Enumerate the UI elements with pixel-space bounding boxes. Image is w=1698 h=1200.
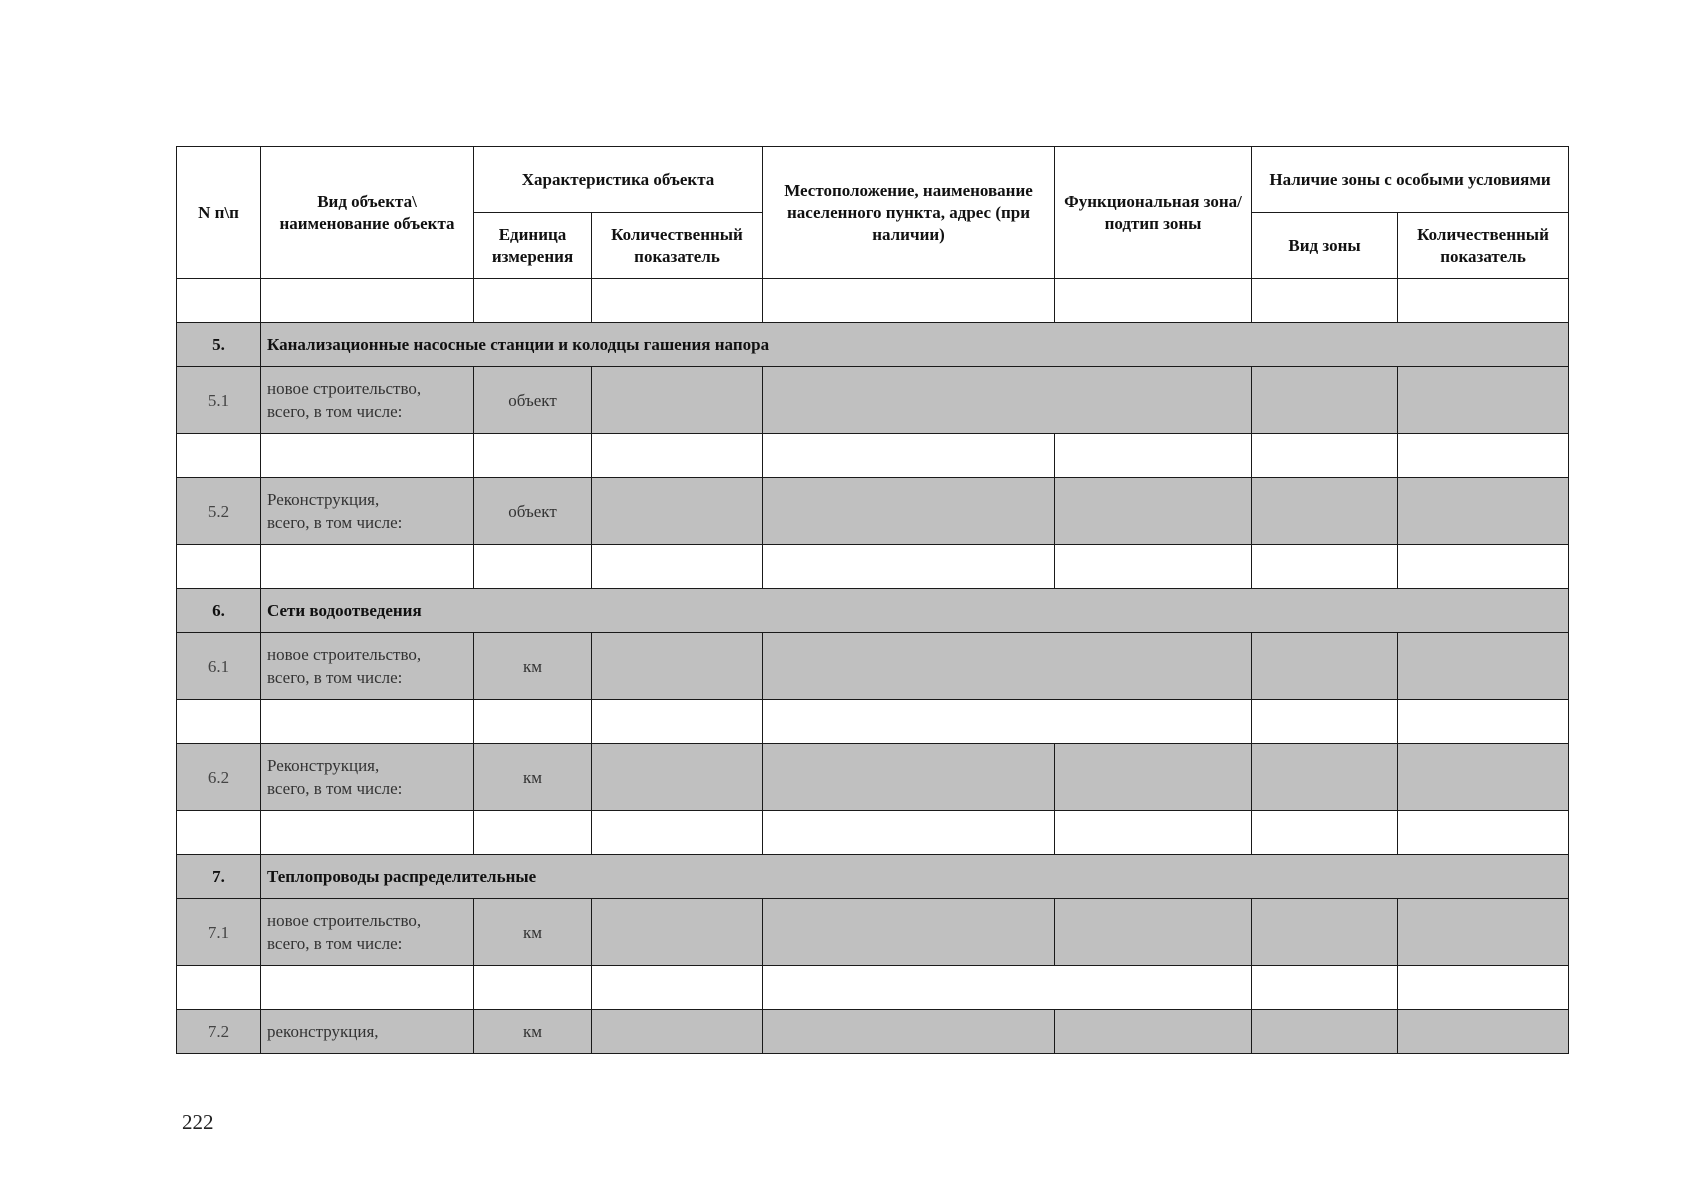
row-unit: км	[474, 1010, 592, 1054]
section-title: Сети водоотведения	[261, 589, 1569, 633]
table-row	[177, 899, 1569, 966]
section-row	[177, 323, 1569, 367]
row-number: 7.1	[177, 899, 261, 966]
empty-row	[177, 811, 1569, 855]
header-num: N п\п	[177, 147, 261, 279]
row-number: 6.1	[177, 633, 261, 700]
row-name: реконструкция,	[261, 1010, 474, 1054]
row-number: 7.2	[177, 1010, 261, 1054]
header-object-type: Вид объекта\ наименование объекта	[261, 147, 474, 279]
header-zone-type: Вид зоны	[1252, 213, 1398, 279]
row-number: 5.1	[177, 367, 261, 434]
table-row	[177, 1010, 1569, 1054]
row-unit: км	[474, 744, 592, 811]
table-row	[177, 633, 1569, 700]
row-unit: объект	[474, 367, 592, 434]
row-name: новое строительство, всего, в том числе:	[261, 633, 474, 700]
row-name: Реконструкция, всего, в том числе:	[261, 744, 474, 811]
page-number: 222	[182, 1110, 214, 1134]
header-row-top	[177, 147, 1569, 213]
empty-row	[177, 966, 1569, 1010]
row-unit: км	[474, 899, 592, 966]
header-functional-zone: Функциональная зона/ подтип зоны	[1055, 147, 1252, 279]
section-row	[177, 855, 1569, 899]
section-number: 6.	[177, 589, 261, 633]
section-row	[177, 589, 1569, 633]
section-number: 5.	[177, 323, 261, 367]
header-quantity: Количественный показатель	[592, 213, 763, 279]
section-title: Канализационные насосные станции и колодцы гашения напора	[261, 323, 1569, 367]
table-row	[177, 744, 1569, 811]
header-characteristics: Характеристика объекта	[474, 147, 763, 213]
empty-row	[177, 545, 1569, 589]
empty-row	[177, 700, 1569, 744]
row-number: 5.2	[177, 478, 261, 545]
row-unit: км	[474, 633, 592, 700]
objects-table	[176, 146, 1569, 1054]
empty-row	[177, 434, 1569, 478]
row-name: Реконструкция, всего, в том числе:	[261, 478, 474, 545]
section-title: Теплопроводы распределительные	[261, 855, 1569, 899]
header-zone-quantity: Количественный показатель	[1398, 213, 1569, 279]
row-unit: объект	[474, 478, 592, 545]
row-name: новое строительство, всего, в том числе:	[261, 367, 474, 434]
row-name: новое строительство, всего, в том числе:	[261, 899, 474, 966]
table-row	[177, 478, 1569, 545]
header-location: Местоположение, наименование населенного пункта, адрес (при наличии)	[763, 147, 1055, 279]
row-number: 6.2	[177, 744, 261, 811]
empty-row	[177, 279, 1569, 323]
header-unit: Единица измерения	[474, 213, 592, 279]
table-row	[177, 367, 1569, 434]
section-number: 7.	[177, 855, 261, 899]
header-special-zone: Наличие зоны с особыми условиями	[1252, 147, 1569, 213]
